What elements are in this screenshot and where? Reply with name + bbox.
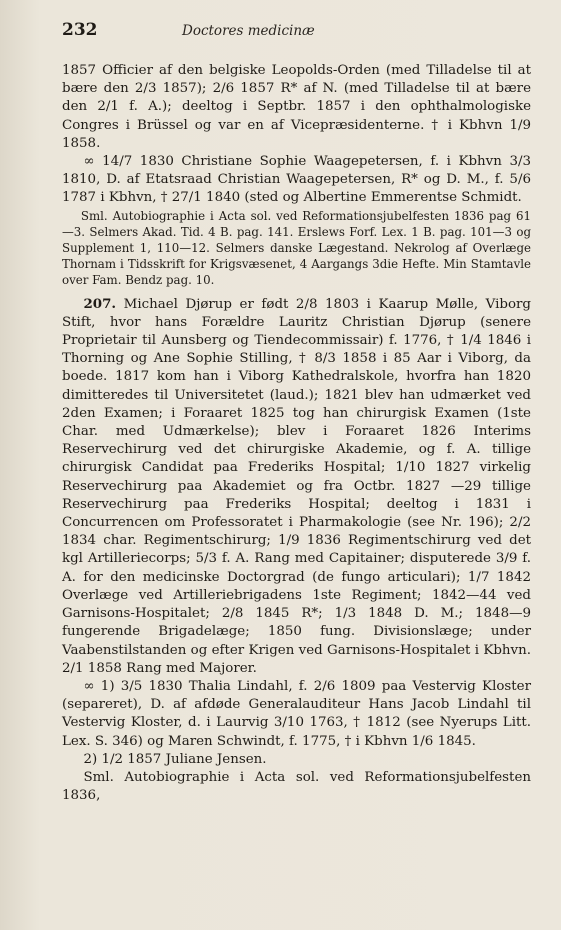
- paragraph-orders: 1857 Officier af den belgiske Leopolds-Orden (med Tilladelse til at bære den 2/3 1857); 2/6 1857 R* af N. (med Tilladelse til at bære den 2/1 f. A.); deeltog i Septbr. 1857 i den ophthalmologiske Congres i Brüssel og var en af Vicepræsidenterne. † i Kbhvn 1/9 1858.: [62, 63, 531, 151]
- paragraph-marriage-2: 2) 1/2 1857 Juliane Jensen.: [83, 751, 267, 767]
- entry-207-text: Michael Djørup er født 2/8 1803 i Kaarup Mølle, Viborg Stift, hvor hans Forældre Lauritz Christian Djørup (senere Proprietair til Aunsberg og Tiendecommissair) f. 1776, † 1/4 1846 i Thorning og Ane Sophie Stilling, † 8/3 1858 i 85 Aar i Viborg, da boede. 1817 kom han i Viborg Kathedralskole, hvorfra han 1820 dimitteredes til Universitetet (laud.); 1821 blev han udmærket ved 2den Examen; i Foraaret 1825 tog han chirurgisk Examen (1ste Char. med Udmærkelse); blev i Foraaret 1826 Interims Reservechirurg ved det chirurgiske Akademie, og f. A. tillige chirurgisk Candidat paa Frederiks Hospital; 1/10 1827 virkelig Reservechirurg paa Akademiet og fra Octbr. 1827 —29 tillige Reservechirurg paa Frederiks Hospital; deeltog i 1831 i Concurrencen om Professoratet i Pharmakologie (see Nr. 196); 2/2 1834 char. Regimentschirurg; 1/9 1836 Regimentschirurg ved det kgl Artilleriecorps; 5/3 f. A. Rang med Capitainer; disputerede 3/9 f. A. for den medicinske Doctorgrad (de fungo articulari); 1/7 1842 Overlæge ved Artilleriebrigadens 1ste Regiment; 1842—44 ved Garnisons-Hospitalet; 2/8 1845 R*; 1/3 1848 D. M.; 1848—9 fungerende Brigadelæge; 1850 fung. Divisionslæge; under Vaabenstilstanden og efter Krigen ved Garnisons-Hospitalet i Kbhvn. 2/1 1858 Rang med Majorer.: [62, 296, 531, 676]
- paragraph-marriage-1: ∞ 1) 3/5 1830 Thalia Lindahl, f. 2/6 1809 paa Vestervig Kloster (separeret), D. af afdøde Generalauditeur Hans Jacob Lindahl til Vestervig Kloster, d. i Laurvig 3/10 1763, † 1812 (see Nyerups Litt. Lex. S. 346) og Maren Schwindt, f. 1775, † i Kbhvn 1/6 1845.: [62, 678, 531, 749]
- paragraph-references: Sml. Autobiographie i Acta sol. ved Reformationsjubelfesten 1836 pag 61—3. Selmers Akad. Tid. 4 B. pag. 141. Erslews Forf. Lex. 1 B. pag. 101—3 og Supplement 1, 110—12. Selmers danske Lægestand. Nekrolog af Overlæge Thornam i Tidsskrift for Krigsvæsenet, 4 Aargangs 3die Hefte. Min Stamtavle over Fam. Bendz pag. 10.: [62, 208, 531, 288]
- page-number: 232: [62, 20, 98, 40]
- paragraph-entry-207: [62, 295, 531, 678]
- paragraph-references-2: Sml. Autobiographie i Acta sol. ved Reformationsjubelfesten 1836,: [62, 769, 531, 804]
- running-title: Doctores medicinæ: [182, 23, 315, 39]
- entry-number: 207.: [83, 295, 117, 312]
- paragraph-marriage: ∞ 14/7 1830 Christiane Sophie Waagepetersen, f. i Kbhvn 3/3 1810, D. af Etatsraad Christian Waagepetersen, R* og D. M., f. 5/6 1787 i Kbhvn, † 27/1 1840 (sted og Albertine Emmerentse Schmidt.: [62, 154, 531, 206]
- page-header: [62, 20, 531, 46]
- body-text: [62, 62, 531, 805]
